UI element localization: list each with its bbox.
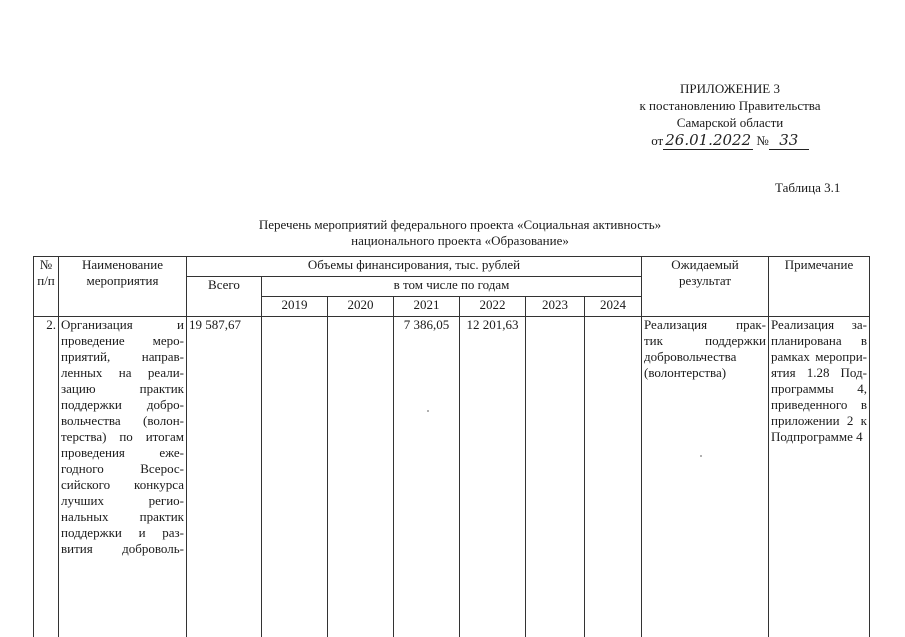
row-year-2023	[526, 317, 585, 637]
header-result-line-2: результат	[678, 273, 732, 288]
header-year-2023: 2023	[526, 297, 585, 317]
row-note-line: приложении 2 к	[771, 413, 867, 428]
row-name-line: зацию практик	[61, 381, 184, 396]
header-num-line-2: п/п	[37, 273, 55, 288]
row-note-line: ятия 1.28 Под-	[771, 365, 867, 380]
row-name-line: приятий, направ-	[61, 349, 184, 364]
handwritten-date: 26.01.2022	[665, 131, 752, 149]
row-name-line: вольчества (волон-	[61, 413, 184, 428]
header-year-2019: 2019	[262, 297, 328, 317]
row-name-line: терства) по итогам	[61, 429, 184, 444]
scan-speck	[427, 410, 429, 412]
header-name-line-2: мероприятия	[86, 273, 159, 288]
number-prefix: №	[756, 133, 769, 148]
table-row	[34, 317, 870, 637]
header-num-line-1: №	[39, 257, 53, 272]
row-note-line: планирована в	[771, 333, 867, 348]
document-title-line-1: Перечень мероприятий федерального проекта «Социальная активность»	[258, 217, 662, 232]
row-name-line: сийского конкурса	[61, 477, 184, 492]
header-result	[642, 257, 769, 317]
date-prefix: от	[651, 133, 664, 148]
row-year-2021: 7 386,05	[394, 317, 460, 637]
header-name-line-1: Наименование	[82, 257, 163, 272]
row-note-line: программы 4,	[771, 381, 867, 396]
header-financing: Объемы финансирования, тыс. рублей	[187, 257, 642, 277]
row-name-line: вития доброволь-	[61, 541, 184, 556]
activities-table	[33, 256, 870, 637]
row-name-line: проведение меро-	[61, 333, 184, 348]
row-name-line: годного Всерос-	[61, 461, 184, 476]
header-year-2022: 2022	[460, 297, 526, 317]
row-result-line: (волонтерства)	[644, 365, 727, 380]
row-year-2022: 12 201,63	[460, 317, 526, 637]
row-result	[642, 317, 769, 637]
row-total: 19 587,67	[187, 317, 262, 637]
row-name-line: нальных практик	[61, 509, 184, 524]
row-name-line: Организация и	[61, 317, 184, 332]
row-note-line: Подпрограмме 4	[771, 429, 863, 444]
row-year-2020	[328, 317, 394, 637]
row-result-line: добровольчества	[644, 349, 737, 364]
row-result-line: Реализация прак-	[644, 317, 766, 332]
row-name-line: поддержки добро-	[61, 397, 184, 412]
appendix-date-line	[600, 132, 860, 150]
handwritten-number: 33	[769, 132, 809, 150]
row-note	[769, 317, 870, 637]
row-name-line: лучших регио-	[61, 493, 184, 508]
row-result-line: тик поддержки	[644, 333, 766, 348]
row-name-line: проведения еже-	[61, 445, 184, 460]
header-year-2024: 2024	[585, 297, 642, 317]
table-number: Таблица 3.1	[775, 180, 841, 195]
header-total: Всего	[187, 277, 262, 317]
header-result-line-1: Ожидаемый	[671, 257, 739, 272]
row-num: 2.	[34, 317, 59, 637]
row-year-2024	[585, 317, 642, 637]
appendix-title: ПРИЛОЖЕНИЕ 3	[680, 81, 780, 96]
document-title	[200, 217, 720, 249]
row-year-2019	[262, 317, 328, 637]
scan-speck	[700, 455, 702, 457]
header-year-2020: 2020	[328, 297, 394, 317]
row-name-line: поддержки и раз-	[61, 525, 184, 540]
header-year-2021: 2021	[394, 297, 460, 317]
row-name-line: ленных на реали-	[61, 365, 184, 380]
row-note-line: рамках меропри-	[771, 349, 867, 364]
header-note: Примечание	[769, 257, 870, 317]
row-note-line: приведенного в	[771, 397, 867, 412]
row-name	[59, 317, 187, 637]
header-name	[59, 257, 187, 317]
header-by-years: в том числе по годам	[262, 277, 642, 297]
document-title-line-2: национального проекта «Образование»	[351, 233, 569, 248]
appendix-line-2: Самарской области	[676, 115, 784, 130]
appendix-line-1: к постановлению Правительства	[639, 98, 821, 113]
row-note-line: Реализация за-	[771, 317, 867, 332]
header-num	[34, 257, 59, 317]
appendix-block	[600, 80, 860, 150]
